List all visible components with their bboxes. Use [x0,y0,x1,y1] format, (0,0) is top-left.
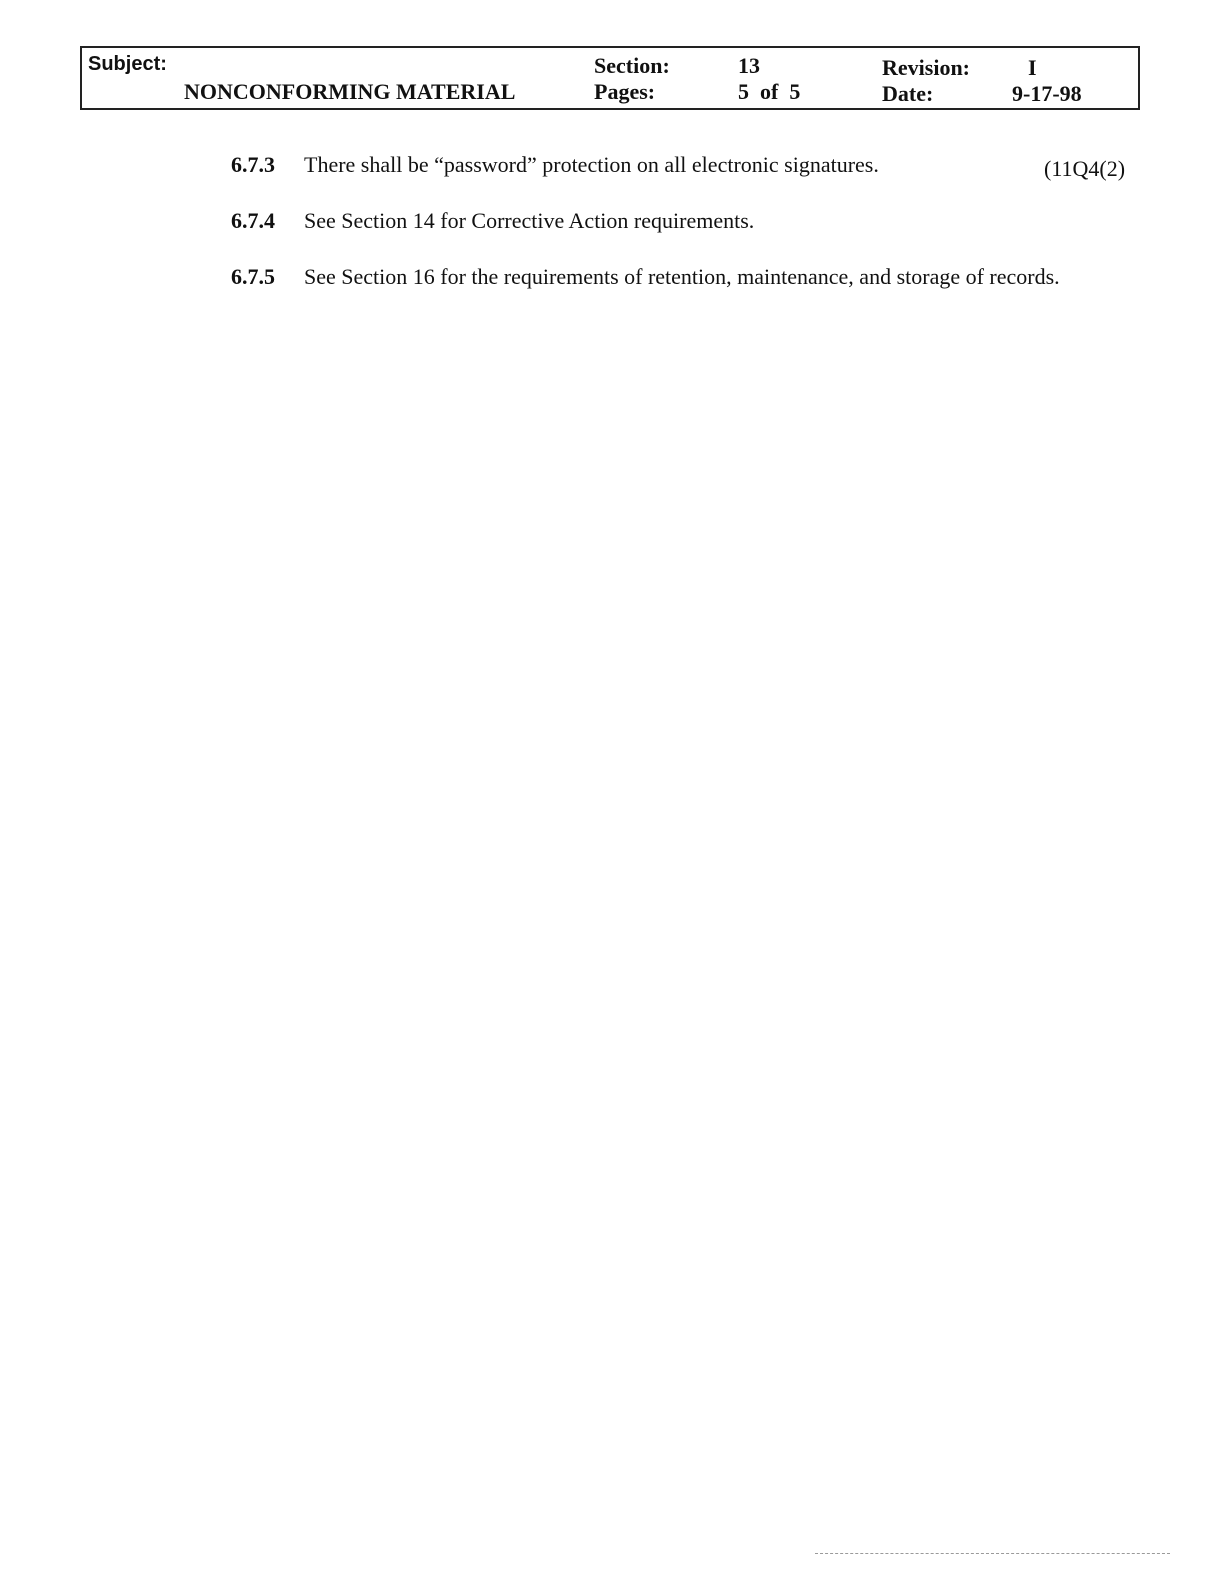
paragraph-text: See Section 16 for the requirements of retention, maintenance, and storage of records. [304,264,1060,289]
paragraph-number: 6.7.3 [231,152,275,177]
paragraph-6-7-3 [231,152,879,178]
paragraph-number: 6.7.4 [231,208,275,233]
reference-note: (11Q4(2) [1044,156,1126,181]
paragraph-6-7-4 [231,208,754,234]
revision-value: I [1028,55,1037,80]
document-header [80,46,1140,110]
date-label: Date: [882,81,934,106]
section-label: Section: [594,53,670,78]
paragraph-text: There shall be “password” protection on all electronic signatures. [304,152,879,177]
pages-value: 5 of 5 [738,79,801,104]
section-value: 13 [738,53,760,78]
subject-label: Subject: [88,53,167,75]
scan-artifact-line [815,1553,1170,1554]
paragraph-number: 6.7.5 [231,264,275,289]
revision-label: Revision: [882,55,970,80]
pages-label: Pages: [594,79,656,104]
paragraph-text: See Section 14 for Corrective Action requirements. [304,208,755,233]
date-value: 9-17-98 [1012,81,1082,106]
subject-value: NONCONFORMING MATERIAL [184,79,516,104]
paragraph-6-7-5 [231,264,1060,290]
